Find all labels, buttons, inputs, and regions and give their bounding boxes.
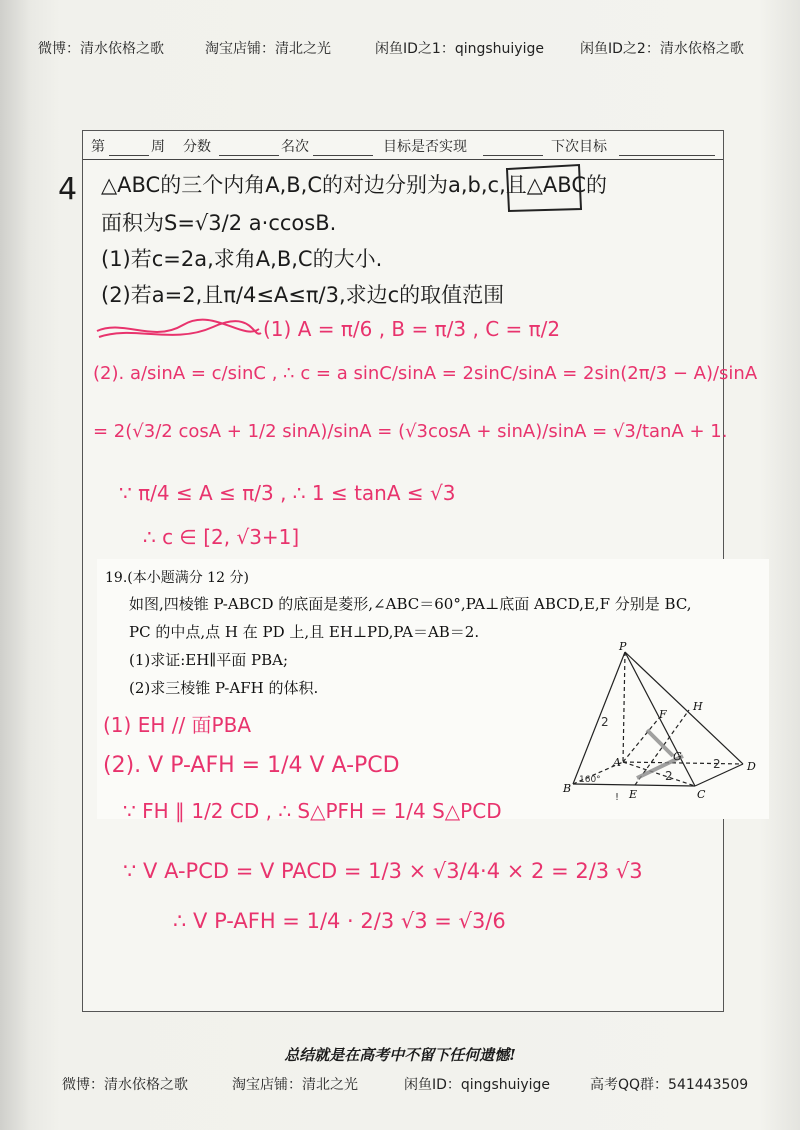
problem17-line2: 面积为S=√3/2 a·ccosB. bbox=[101, 211, 337, 235]
fig-label-B: B bbox=[563, 782, 572, 795]
fig-note-2b: 2 bbox=[665, 769, 673, 783]
fig-label-D: D bbox=[747, 760, 756, 773]
fig-label-P: P bbox=[619, 640, 627, 653]
fig-label-H: H bbox=[693, 700, 703, 713]
problem19-q2: (2)求三棱锥 P-AFH 的体积. bbox=[129, 679, 319, 697]
solution17-step4: ∴ c ∈ [2, √3+1] bbox=[143, 525, 300, 549]
solution17-step2: = 2(√3/2 cosA + 1/2 sinA)/sinA = (√3cosA + sinA)/sinA = √3/tanA + 1. bbox=[93, 421, 728, 442]
solution17-answer1: (1) A = π/6 , B = π/3 , C = π/2 bbox=[263, 317, 561, 341]
solution19-step3: ∵ V A-PCD = V PACD = 1/3 × √3/4·4 × 2 = 2/3 √3 bbox=[123, 859, 643, 883]
solution17-step3: ∵ π/4 ≤ A ≤ π/3 , ∴ 1 ≤ tanA ≤ √3 bbox=[119, 481, 456, 505]
solution19-step4: ∴ V P-AFH = 1/4 · 2/3 √3 = √3/6 bbox=[173, 909, 506, 933]
fig-note-angle: 160° bbox=[579, 775, 601, 785]
margin-number-4: 4 bbox=[58, 172, 78, 207]
footer-qq: 高考QQ群：541443509 bbox=[590, 1077, 749, 1093]
answer-sheet bbox=[82, 130, 758, 1012]
fig-note-mark: ! bbox=[615, 792, 620, 803]
solution19-answer1: (1) EH // 面PBA bbox=[103, 713, 252, 737]
problem19-q1: (1)求证:EH∥平面 PBA; bbox=[129, 651, 289, 669]
problem17-q1: (1)若c=2a,求角A,B,C的大小. bbox=[101, 247, 383, 271]
fig-note-2a: 2 bbox=[601, 715, 609, 729]
footer-taobao: 淘宝店铺：清北之光 bbox=[232, 1077, 358, 1093]
fig-label-E: E bbox=[629, 788, 638, 801]
problem17-q2: (2)若a=2,且π/4≤A≤π/3,求边c的取值范围 bbox=[101, 283, 505, 307]
goal-met-label: 目标是否实现 bbox=[383, 139, 467, 155]
week-label-a: 第 bbox=[91, 139, 105, 155]
week-label-b: 周 bbox=[151, 139, 165, 155]
solution19-step1: (2). V P-AFH = 1/4 V A-PCD bbox=[103, 753, 400, 778]
header-xianyu-2: 闲鱼ID之2：清水依格之歌 bbox=[580, 41, 744, 57]
pen-box-mark bbox=[503, 159, 583, 219]
fig-label-C: C bbox=[697, 788, 706, 801]
header-xianyu-1: 闲鱼ID之1：qingshuiyige bbox=[375, 41, 544, 57]
problem17-line1: △ABC的三个内角A,B,C的对边分别为a,b,c,且△ABC的 bbox=[101, 173, 607, 197]
problem19-head: 19.(本小题满分 12 分) bbox=[105, 570, 249, 586]
footer-weibo: 微博：清水依格之歌 bbox=[62, 1077, 188, 1093]
fig-note-2c: 2 bbox=[713, 757, 721, 771]
solution17-step1: (2). a/sinA = c/sinC , ∴ c = a sinC/sinA = 2sinC/sinA = 2sin(2π/3 − A)/sinA bbox=[93, 363, 758, 384]
problem19-line1: 如图,四棱锥 P-ABCD 的底面是菱形,∠ABC＝60°,PA⊥底面 ABCD,E,F 分别是 BC, bbox=[129, 595, 692, 613]
crossed-out-scribble bbox=[93, 317, 263, 347]
sheet-header-row bbox=[83, 131, 723, 160]
footer-xianyu: 闲鱼ID：qingshuiyige bbox=[404, 1077, 551, 1093]
header-taobao: 淘宝店铺：清北之光 bbox=[205, 41, 331, 57]
problem19-line2: PC 的中点,点 H 在 PD 上,且 EH⊥PD,PA＝AB＝2. bbox=[129, 623, 480, 641]
solution19-step2: ∵ FH ∥ 1/2 CD , ∴ S△PFH = 1/4 S△PCD bbox=[123, 799, 502, 823]
score-label: 分数 bbox=[183, 139, 211, 155]
next-goal-label: 下次目标 bbox=[551, 139, 607, 155]
header-weibo: 微博：清水依格之歌 bbox=[38, 41, 164, 57]
pyramid-figure bbox=[563, 640, 783, 816]
fig-label-F: F bbox=[659, 708, 667, 721]
fig-label-A: A bbox=[613, 756, 621, 769]
rank-label: 名次 bbox=[281, 139, 309, 155]
footer-slogan: 总结就是在高考中不留下任何遗憾! bbox=[284, 1046, 516, 1064]
fig-label-G: G bbox=[673, 750, 682, 763]
